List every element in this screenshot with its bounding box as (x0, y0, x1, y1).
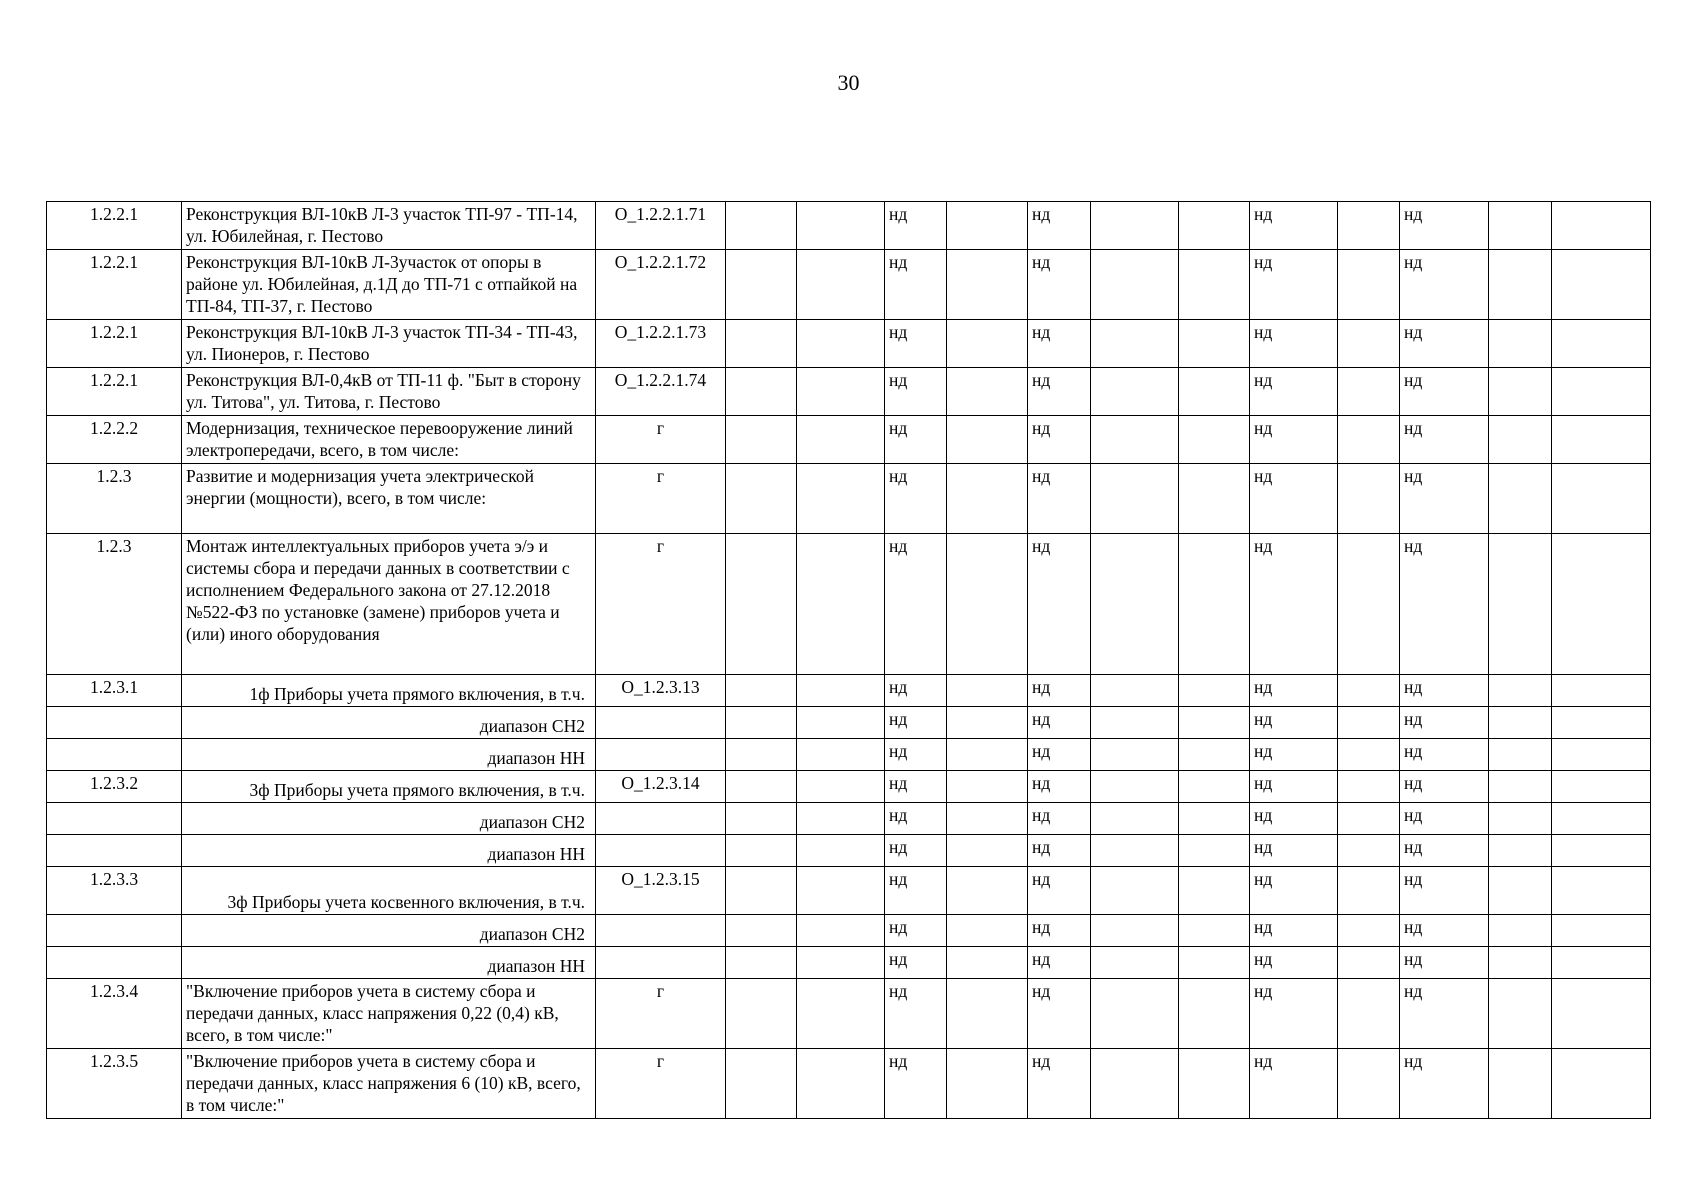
empty-cell (1091, 202, 1179, 250)
empty-cell (1552, 320, 1651, 368)
value-cell: нд (1250, 979, 1338, 1049)
empty-cell (1091, 1049, 1179, 1119)
empty-cell (797, 739, 885, 771)
empty-cell (1091, 771, 1179, 803)
row-code-cell: О_1.2.2.1.74 (596, 368, 726, 416)
row-name-cell: Реконструкция ВЛ-10кВ Л-3участок от опоры в районе ул. Юбилейная, д.1Д до ТП-71 с отпайкой на ТП-84, ТП-37, г. Пестово (182, 250, 596, 320)
empty-cell (1552, 947, 1651, 979)
empty-cell (1179, 320, 1250, 368)
empty-cell (797, 947, 885, 979)
row-name-cell: "Включение приборов учета в систему сбора и передачи данных, класс напряжения 0,22 (0,4) кВ, всего, в том числе:" (182, 979, 596, 1049)
empty-cell (1338, 947, 1400, 979)
empty-cell (1552, 835, 1651, 867)
empty-cell (1179, 867, 1250, 915)
row-number-cell (47, 803, 182, 835)
value-cell: нд (885, 250, 947, 320)
empty-cell (1489, 803, 1552, 835)
empty-cell (1179, 947, 1250, 979)
empty-cell (1552, 1049, 1651, 1119)
empty-cell (947, 320, 1028, 368)
value-cell: нд (885, 464, 947, 534)
value-cell: нд (1028, 416, 1091, 464)
value-cell: нд (1400, 867, 1489, 915)
empty-cell (797, 835, 885, 867)
investment-program-table (46, 201, 1651, 1119)
empty-cell (726, 947, 797, 979)
empty-cell (1179, 675, 1250, 707)
value-cell: нд (885, 867, 947, 915)
row-name-cell: Развитие и модернизация учета электрической энергии (мощности), всего, в том числе: (182, 464, 596, 534)
value-cell: нд (1400, 250, 1489, 320)
row-number-cell: 1.2.3 (47, 464, 182, 534)
empty-cell (726, 368, 797, 416)
empty-cell (1179, 416, 1250, 464)
empty-cell (1489, 416, 1552, 464)
value-cell: нд (1400, 368, 1489, 416)
empty-cell (1489, 534, 1552, 675)
empty-cell (1338, 250, 1400, 320)
row-name-cell: 3ф Приборы учета косвенного включения, в т.ч. (182, 867, 596, 915)
row-number-cell: 1.2.3.5 (47, 1049, 182, 1119)
empty-cell (726, 915, 797, 947)
empty-cell (1338, 803, 1400, 835)
empty-cell (947, 675, 1028, 707)
empty-cell (1489, 675, 1552, 707)
value-cell: нд (1028, 771, 1091, 803)
empty-cell (1338, 202, 1400, 250)
value-cell: нд (1028, 250, 1091, 320)
empty-cell (1338, 320, 1400, 368)
empty-cell (1091, 250, 1179, 320)
empty-cell (1338, 534, 1400, 675)
empty-cell (1179, 803, 1250, 835)
value-cell: нд (1250, 1049, 1338, 1119)
empty-cell (726, 1049, 797, 1119)
empty-cell (947, 202, 1028, 250)
empty-cell (1179, 979, 1250, 1049)
empty-cell (1338, 707, 1400, 739)
empty-cell (1489, 464, 1552, 534)
empty-cell (726, 416, 797, 464)
empty-cell (1338, 739, 1400, 771)
row-code-cell: г (596, 534, 726, 675)
value-cell: нд (885, 979, 947, 1049)
empty-cell (947, 867, 1028, 915)
empty-cell (726, 835, 797, 867)
empty-cell (1552, 416, 1651, 464)
empty-cell (726, 739, 797, 771)
empty-cell (1489, 1049, 1552, 1119)
empty-cell (947, 947, 1028, 979)
row-number-cell (47, 915, 182, 947)
value-cell: нд (1400, 320, 1489, 368)
row-number-cell: 1.2.2.1 (47, 320, 182, 368)
empty-cell (797, 416, 885, 464)
row-code-cell (596, 707, 726, 739)
table-row (47, 368, 1651, 416)
row-name-cell: Реконструкция ВЛ-10кВ Л-3 участок ТП-34 - ТП-43, ул. Пионеров, г. Пестово (182, 320, 596, 368)
row-name-cell: Модернизация, техническое перевооружение линий электропередачи, всего, в том числе: (182, 416, 596, 464)
row-name-cell: диапазон СН2 (182, 803, 596, 835)
empty-cell (1489, 368, 1552, 416)
empty-cell (797, 320, 885, 368)
value-cell: нд (1028, 867, 1091, 915)
empty-cell (1338, 915, 1400, 947)
empty-cell (1338, 368, 1400, 416)
value-cell: нд (1400, 739, 1489, 771)
empty-cell (947, 771, 1028, 803)
empty-cell (1489, 947, 1552, 979)
row-number-cell: 1.2.2.1 (47, 202, 182, 250)
value-cell: нд (1250, 202, 1338, 250)
empty-cell (797, 202, 885, 250)
table-row (47, 534, 1651, 675)
value-cell: нд (1250, 835, 1338, 867)
empty-cell (1552, 368, 1651, 416)
empty-cell (726, 464, 797, 534)
value-cell: нд (1400, 416, 1489, 464)
empty-cell (1091, 867, 1179, 915)
empty-cell (1091, 915, 1179, 947)
empty-cell (1489, 739, 1552, 771)
value-cell: нд (1250, 250, 1338, 320)
empty-cell (1179, 739, 1250, 771)
table-row (47, 947, 1651, 979)
value-cell: нд (1250, 707, 1338, 739)
empty-cell (797, 979, 885, 1049)
table-row (47, 835, 1651, 867)
table-row (47, 675, 1651, 707)
row-code-cell: О_1.2.2.1.71 (596, 202, 726, 250)
table-row (47, 250, 1651, 320)
value-cell: нд (885, 368, 947, 416)
row-name-cell: Реконструкция ВЛ-10кВ Л-3 участок ТП-97 - ТП-14, ул. Юбилейная, г. Пестово (182, 202, 596, 250)
empty-cell (1338, 771, 1400, 803)
row-code-cell (596, 803, 726, 835)
empty-cell (797, 915, 885, 947)
empty-cell (1179, 202, 1250, 250)
value-cell: нд (1028, 464, 1091, 534)
value-cell: нд (885, 707, 947, 739)
row-code-cell: г (596, 979, 726, 1049)
empty-cell (797, 1049, 885, 1119)
row-code-cell: О_1.2.3.14 (596, 771, 726, 803)
row-name-cell: 3ф Приборы учета прямого включения, в т.ч. (182, 771, 596, 803)
empty-cell (1338, 675, 1400, 707)
value-cell: нд (1400, 947, 1489, 979)
empty-cell (1179, 250, 1250, 320)
empty-cell (1489, 320, 1552, 368)
value-cell: нд (1250, 675, 1338, 707)
empty-cell (1179, 771, 1250, 803)
table-row (47, 739, 1651, 771)
empty-cell (797, 368, 885, 416)
row-number-cell (47, 707, 182, 739)
value-cell: нд (1028, 707, 1091, 739)
empty-cell (1552, 803, 1651, 835)
empty-cell (726, 250, 797, 320)
empty-cell (726, 803, 797, 835)
empty-cell (1179, 707, 1250, 739)
empty-cell (1552, 707, 1651, 739)
row-number-cell (47, 739, 182, 771)
empty-cell (1338, 867, 1400, 915)
value-cell: нд (1028, 534, 1091, 675)
empty-cell (1338, 416, 1400, 464)
empty-cell (947, 368, 1028, 416)
empty-cell (1179, 915, 1250, 947)
empty-cell (1552, 202, 1651, 250)
empty-cell (797, 250, 885, 320)
empty-cell (797, 534, 885, 675)
empty-cell (1179, 534, 1250, 675)
row-number-cell: 1.2.3.2 (47, 771, 182, 803)
row-code-cell: О_1.2.3.13 (596, 675, 726, 707)
empty-cell (1091, 707, 1179, 739)
value-cell: нд (1250, 464, 1338, 534)
empty-cell (1552, 915, 1651, 947)
empty-cell (1552, 675, 1651, 707)
table-row (47, 771, 1651, 803)
empty-cell (947, 979, 1028, 1049)
value-cell: нд (1028, 320, 1091, 368)
empty-cell (1489, 202, 1552, 250)
value-cell: нд (1250, 416, 1338, 464)
row-name-cell: диапазон НН (182, 739, 596, 771)
value-cell: нд (885, 202, 947, 250)
empty-cell (1091, 675, 1179, 707)
empty-cell (1552, 979, 1651, 1049)
empty-cell (726, 771, 797, 803)
value-cell: нд (1250, 534, 1338, 675)
empty-cell (797, 675, 885, 707)
value-cell: нд (1028, 835, 1091, 867)
empty-cell (947, 1049, 1028, 1119)
value-cell: нд (885, 534, 947, 675)
value-cell: нд (1400, 534, 1489, 675)
value-cell: нд (1250, 368, 1338, 416)
empty-cell (1552, 771, 1651, 803)
page-number: 30 (837, 70, 860, 95)
row-code-cell (596, 835, 726, 867)
value-cell: нд (885, 835, 947, 867)
row-number-cell: 1.2.2.1 (47, 250, 182, 320)
empty-cell (797, 867, 885, 915)
empty-cell (947, 739, 1028, 771)
empty-cell (1179, 368, 1250, 416)
table-row (47, 202, 1651, 250)
row-code-cell (596, 915, 726, 947)
value-cell: нд (885, 1049, 947, 1119)
empty-cell (726, 320, 797, 368)
value-cell: нд (1028, 739, 1091, 771)
row-number-cell (47, 947, 182, 979)
value-cell: нд (1250, 771, 1338, 803)
table-row (47, 979, 1651, 1049)
value-cell: нд (1028, 202, 1091, 250)
value-cell: нд (1250, 947, 1338, 979)
row-name-cell: диапазон СН2 (182, 707, 596, 739)
value-cell: нд (1400, 707, 1489, 739)
empty-cell (726, 675, 797, 707)
row-number-cell: 1.2.3.4 (47, 979, 182, 1049)
row-number-cell (47, 835, 182, 867)
row-number-cell: 1.2.2.1 (47, 368, 182, 416)
empty-cell (1489, 979, 1552, 1049)
empty-cell (1338, 1049, 1400, 1119)
value-cell: нд (1400, 835, 1489, 867)
empty-cell (797, 464, 885, 534)
empty-cell (1552, 464, 1651, 534)
empty-cell (797, 707, 885, 739)
empty-cell (1091, 416, 1179, 464)
empty-cell (947, 534, 1028, 675)
row-name-cell: диапазон НН (182, 947, 596, 979)
empty-cell (797, 771, 885, 803)
value-cell: нд (1400, 202, 1489, 250)
table-row (47, 803, 1651, 835)
empty-cell (1489, 707, 1552, 739)
value-cell: нд (885, 803, 947, 835)
value-cell: нд (1250, 739, 1338, 771)
row-name-cell: "Включение приборов учета в систему сбора и передачи данных, класс напряжения 6 (10) кВ, всего, в том числе:" (182, 1049, 596, 1119)
row-name-cell: Монтаж интеллектуальных приборов учета э/э и системы сбора и передачи данных в соответствии с исполнением Федерального закона от 27.12.2018 №522-ФЗ по установке (замене) приборов учета и (или) иного оборудования (182, 534, 596, 675)
empty-cell (947, 915, 1028, 947)
empty-cell (1338, 835, 1400, 867)
row-code-cell (596, 947, 726, 979)
empty-cell (947, 416, 1028, 464)
value-cell: нд (1400, 1049, 1489, 1119)
value-cell: нд (1400, 464, 1489, 534)
empty-cell (1179, 1049, 1250, 1119)
empty-cell (1489, 771, 1552, 803)
value-cell: нд (885, 320, 947, 368)
table-row (47, 416, 1651, 464)
value-cell: нд (885, 416, 947, 464)
empty-cell (1091, 803, 1179, 835)
empty-cell (1489, 250, 1552, 320)
row-name-cell: 1ф Приборы учета прямого включения, в т.ч. (182, 675, 596, 707)
value-cell: нд (1028, 675, 1091, 707)
row-name-cell: диапазон НН (182, 835, 596, 867)
empty-cell (1489, 867, 1552, 915)
empty-cell (797, 803, 885, 835)
value-cell: нд (1028, 1049, 1091, 1119)
value-cell: нд (1400, 675, 1489, 707)
empty-cell (726, 979, 797, 1049)
value-cell: нд (1028, 803, 1091, 835)
row-name-cell: Реконструкция ВЛ-0,4кВ от ТП-11 ф. "Быт в сторону ул. Титова", ул. Титова, г. Пестово (182, 368, 596, 416)
row-number-cell: 1.2.2.2 (47, 416, 182, 464)
empty-cell (1091, 320, 1179, 368)
empty-cell (726, 534, 797, 675)
empty-cell (1489, 915, 1552, 947)
empty-cell (1091, 835, 1179, 867)
empty-cell (1091, 739, 1179, 771)
empty-cell (947, 250, 1028, 320)
empty-cell (1552, 250, 1651, 320)
table-row (47, 867, 1651, 915)
table-row (47, 1049, 1651, 1119)
value-cell: нд (1400, 771, 1489, 803)
row-code-cell: О_1.2.3.15 (596, 867, 726, 915)
table-row (47, 707, 1651, 739)
value-cell: нд (1400, 915, 1489, 947)
empty-cell (726, 707, 797, 739)
empty-cell (1489, 835, 1552, 867)
table-row (47, 464, 1651, 534)
row-code-cell: О_1.2.2.1.73 (596, 320, 726, 368)
empty-cell (947, 464, 1028, 534)
value-cell: нд (1028, 915, 1091, 947)
value-cell: нд (1400, 979, 1489, 1049)
empty-cell (726, 867, 797, 915)
value-cell: нд (1028, 979, 1091, 1049)
value-cell: нд (885, 771, 947, 803)
value-cell: нд (885, 675, 947, 707)
empty-cell (1091, 534, 1179, 675)
value-cell: нд (885, 915, 947, 947)
value-cell: нд (885, 739, 947, 771)
value-cell: нд (1250, 320, 1338, 368)
empty-cell (947, 835, 1028, 867)
value-cell: нд (1250, 867, 1338, 915)
row-number-cell: 1.2.3.1 (47, 675, 182, 707)
empty-cell (1552, 534, 1651, 675)
empty-cell (947, 803, 1028, 835)
row-code-cell: г (596, 464, 726, 534)
row-number-cell: 1.2.3 (47, 534, 182, 675)
row-code-cell: г (596, 416, 726, 464)
empty-cell (947, 707, 1028, 739)
empty-cell (1091, 368, 1179, 416)
empty-cell (1338, 979, 1400, 1049)
empty-cell (1552, 739, 1651, 771)
row-code-cell: О_1.2.2.1.72 (596, 250, 726, 320)
row-name-cell: диапазон СН2 (182, 915, 596, 947)
row-code-cell: г (596, 1049, 726, 1119)
table-row (47, 320, 1651, 368)
empty-cell (1179, 464, 1250, 534)
value-cell: нд (1250, 803, 1338, 835)
empty-cell (1091, 979, 1179, 1049)
row-number-cell: 1.2.3.3 (47, 867, 182, 915)
value-cell: нд (1028, 368, 1091, 416)
empty-cell (1338, 464, 1400, 534)
value-cell: нд (1400, 803, 1489, 835)
empty-cell (726, 202, 797, 250)
value-cell: нд (885, 947, 947, 979)
empty-cell (1179, 835, 1250, 867)
table-row (47, 915, 1651, 947)
empty-cell (1552, 867, 1651, 915)
row-code-cell (596, 739, 726, 771)
empty-cell (1091, 947, 1179, 979)
value-cell: нд (1028, 947, 1091, 979)
value-cell: нд (1250, 915, 1338, 947)
empty-cell (1091, 464, 1179, 534)
